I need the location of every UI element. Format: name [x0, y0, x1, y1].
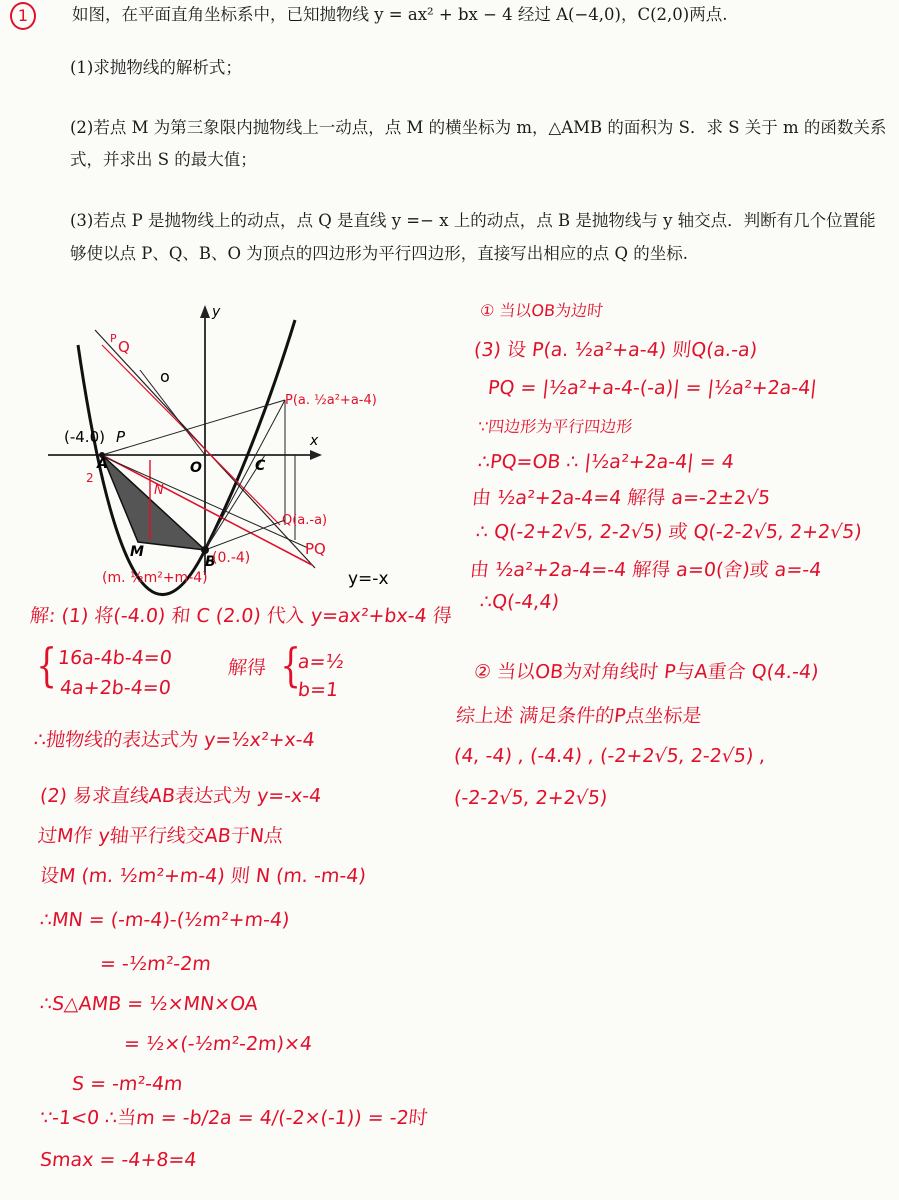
- y-axis-label: y: [212, 304, 221, 320]
- sol-r12: (4, -4) , (-4.4) , (-2+2√5, 2-2√5) ,: [452, 745, 767, 767]
- sol-r1: ① 当以OB为边时: [479, 301, 605, 320]
- y-axis-arrow-icon: [200, 305, 210, 318]
- sol-r7: ∴ Q(-2+2√5, 2-2√5) 或 Q(-2-2√5, 2+2√5): [474, 521, 863, 543]
- sol-r10: ② 当以OB为对角线时 P与A重合 Q(4.-4): [472, 661, 820, 683]
- system-brace-right: {: [280, 638, 301, 692]
- problem-number-mark: 1: [10, 2, 36, 30]
- q-top-label: Q: [118, 338, 130, 356]
- point-a-label: A: [97, 456, 108, 472]
- sol-res1: a=½: [296, 651, 346, 673]
- sol-r5: ∴PQ=OB ∴ |½a²+2a-4| = 4: [476, 451, 735, 473]
- sol-line13: Smax = -4+8=4: [38, 1149, 198, 1171]
- problem-part2-line1: (2)若点 M 为第三象限内抛物线上一动点，点 M 的横坐标为 m，△AMB 的面积为 S．求 S 关于 m 的函数关系: [70, 118, 887, 137]
- sol-line7: ∴MN = (-m-4)-(½m²+m-4): [38, 909, 291, 931]
- construction-line-2: [205, 400, 285, 550]
- construction-line-6: [140, 370, 205, 455]
- problem-part2-line2: 式，并求出 S 的最大值；: [70, 150, 257, 169]
- point-c-label: C: [255, 458, 266, 474]
- sol-line5: 过M作 y轴平行线交AB于N点: [36, 825, 285, 847]
- m-coord-label: (m. ½m²+m-4): [102, 570, 208, 586]
- line-eq-label: y=-x: [348, 569, 389, 589]
- parabola-figure: [40, 300, 420, 600]
- sol-r9: ∴Q(-4,4): [478, 591, 561, 613]
- sol-line4: (2) 易求直线AB表达式为 y=-x-4: [38, 785, 323, 807]
- sol-res2: b=1: [296, 679, 340, 701]
- q-top-prefix: P: [110, 332, 117, 345]
- sol-eq1: 16a-4b-4=0: [56, 647, 173, 669]
- sol-r3: PQ = |½a²+a-4-(-a)| = |½a²+2a-4|: [486, 377, 818, 399]
- x-axis-label: x: [310, 433, 319, 449]
- sol-r4: ∵四边形为平行四边形: [477, 417, 634, 436]
- system-brace-left: {: [36, 638, 57, 692]
- sol-r2: (3) 设 P(a. ½a²+a-4) 则Q(a.-a): [472, 339, 759, 361]
- problem-part1: (1)求抛物线的解析式；: [70, 58, 242, 77]
- sol-solve: 解得: [226, 657, 268, 679]
- b-coord-label: (0.-4): [212, 550, 251, 566]
- point-n-label: N: [154, 483, 164, 498]
- origin-label: O: [190, 460, 202, 476]
- problem-part3-line2: 够使以点 P、Q、B、O 为顶点的四边形为平行四边形，直接写出相应的点 Q 的坐标.: [70, 244, 689, 263]
- sol-r13: (-2-2√5, 2+2√5): [452, 787, 609, 809]
- sol-line1: 解: (1) 将(-4.0) 和 C (2.0) 代入 y=ax²+bx-4 得: [28, 605, 453, 627]
- p-left-sub-label: 2: [86, 471, 94, 485]
- small-o-label: o: [160, 367, 170, 386]
- sol-line9: ∴S△AMB = ½×MN×OA: [38, 993, 259, 1015]
- sol-r6: 由 ½a²+2a-4=4 解得 a=-2±2√5: [470, 487, 772, 509]
- point-b-label: B: [205, 554, 216, 570]
- sol-r8: 由 ½a²+2a-4=-4 解得 a=0(舍)或 a=-4: [468, 559, 823, 581]
- problem-intro: 如图，在平面直角坐标系中，已知抛物线 y = ax² + bx − 4 经过 A(−4,0)，C(2,0)两点.: [72, 5, 728, 24]
- a-coord-label: (-4.0): [64, 428, 105, 446]
- q-a-coord-label: Q(a.-a): [282, 513, 328, 528]
- point-m-label: M: [130, 544, 144, 560]
- p1-coord-label: P(a. ½a²+a-4): [285, 393, 377, 408]
- x-axis-arrow-icon: [310, 450, 322, 460]
- sol-line12: ∵-1<0 ∴当m = -b/2a = 4/(-2×(-1)) = -2时: [38, 1107, 429, 1129]
- sol-r11: 综上述 满足条件的P点坐标是: [454, 705, 703, 727]
- sol-line3: ∴抛物线的表达式为 y=½x²+x-4: [32, 729, 316, 751]
- sol-line8: = -½m²-2m: [98, 953, 213, 975]
- p-left-label: P: [116, 428, 126, 446]
- sol-line11: S = -m²-4m: [70, 1073, 184, 1095]
- sol-line6: 设M (m. ½m²+m-4) 则 N (m. -m-4): [38, 865, 368, 887]
- sol-eq2: 4a+2b-4=0: [58, 677, 172, 699]
- point-b: [201, 546, 209, 554]
- problem-part3-line1: (3)若点 P 是抛物线上的动点，点 Q 是直线 y =− x 上的动点，点 B 是抛物线与 y 轴交点．判断有几个位置能: [70, 211, 876, 230]
- pq-label: PQ: [305, 540, 326, 558]
- sol-line10: = ½×(-½m²-2m)×4: [122, 1033, 314, 1055]
